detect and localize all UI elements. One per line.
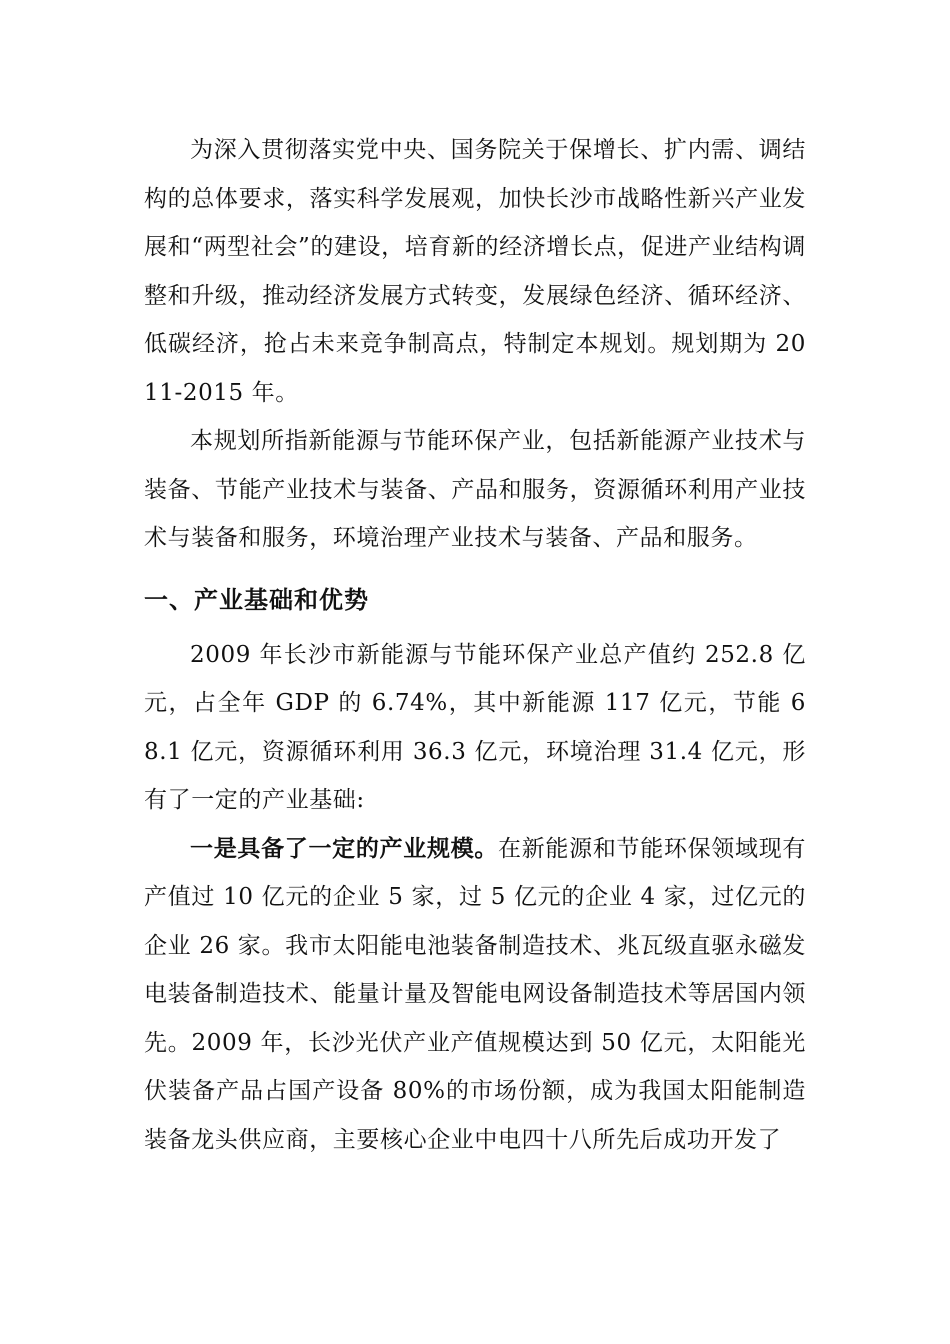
intro-paragraph: 为深入贯彻落实党中央、国务院关于保增长、扩内需、调结构的总体要求，落实科学发展观，加快长沙市战略性新兴产业发展和“两型社会”的建设，培育新的经济增长点，促进产业结构调整和升级，推动经济发展方式转变，发展绿色经济、循环经济、低碳经济，抢占未来竞争制高点，特制定本规划。规划期为 2011-2015 年。: [144, 137, 806, 406]
document-page: [144, 126, 806, 1164]
scale-paragraph: [144, 825, 806, 1165]
scale-body-text: 在新能源和节能环保领域现有产值过 10 亿元的企业 5 家，过 5 亿元的企业 4 家，过亿元的企业 26 家。我市太阳能电池装备制造技术、兆瓦级直驱永磁发电装备制造技术、能量计量及智能电网设备制造技术等居国内领先。2009 年，长沙光伏产业产值规模达到 50 亿元，太阳能光伏装备产品占国产设备 80%的市场份额，成为我国太阳能制造装备龙头供应商，主要核心企业中电四十八所先后成功开发了: [144, 835, 806, 1153]
scale-lead-text: 一是具备了一定的产业规模。: [190, 834, 499, 862]
industry-output-paragraph: 2009 年长沙市新能源与节能环保产业总产值约 252.8 亿元，占全年 GDP 的 6.74%，其中新能源 117 亿元，节能 68.1 亿元，资源循环利用 36.3 亿元，环境治理 31.4 亿元，形有了一定的产业基础:: [144, 641, 806, 813]
scope-paragraph: 本规划所指新能源与节能环保产业，包括新能源产业技术与装备、节能产业技术与装备、产品和服务，资源循环利用产业技术与装备和服务，环境治理产业技术与装备、产品和服务。: [144, 428, 806, 551]
section-heading: 一、产业基础和优势: [144, 585, 369, 614]
